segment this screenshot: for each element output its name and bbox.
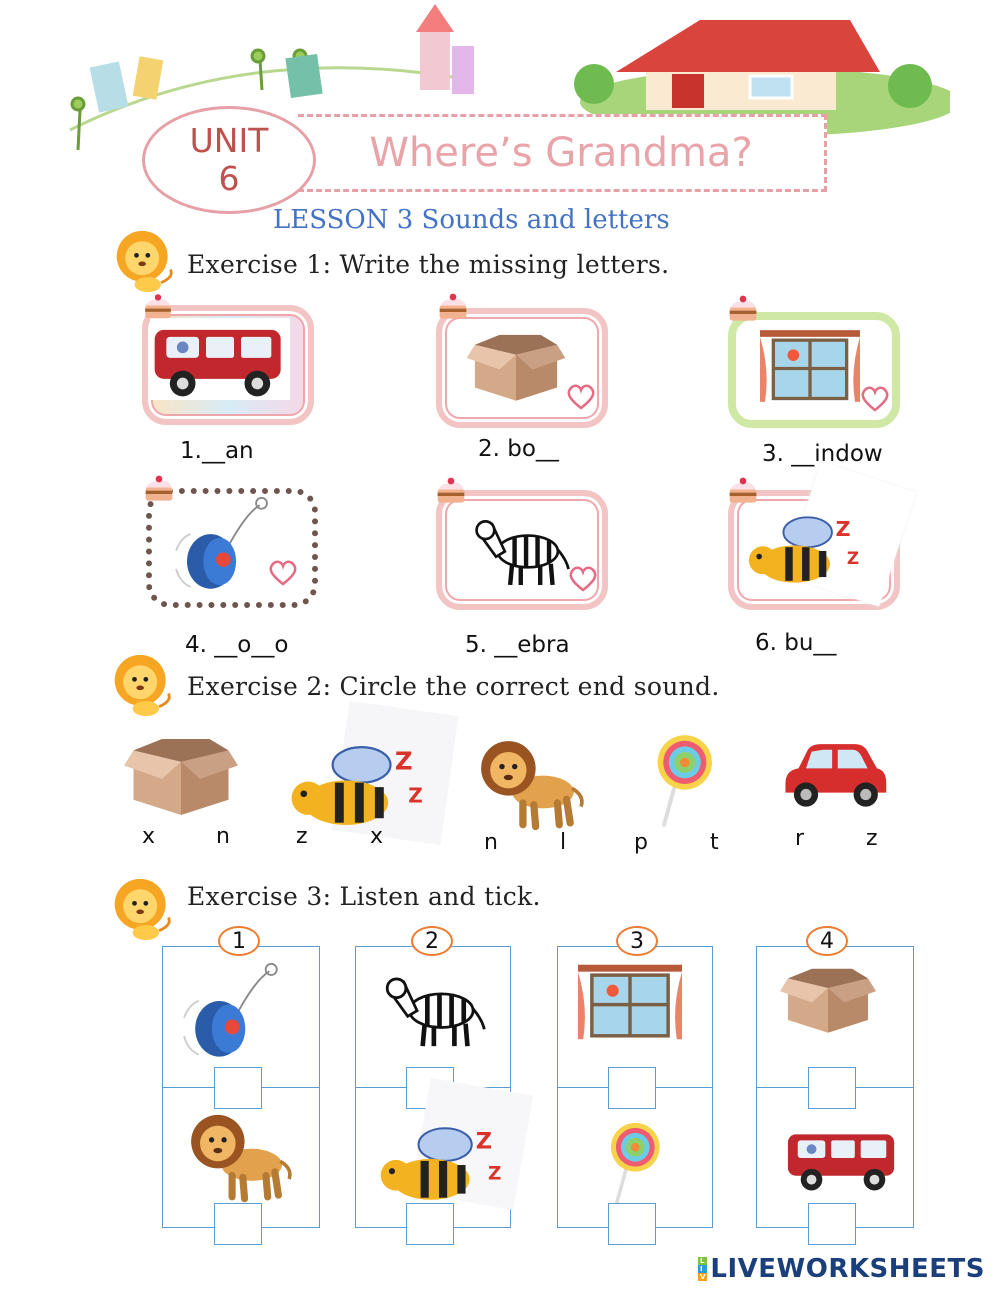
lion-icon — [110, 652, 176, 718]
window-icon — [760, 326, 860, 406]
exercise1-item-1: 1.__an — [180, 438, 254, 464]
ex2-option-z[interactable]: z — [866, 826, 878, 851]
zebra-icon — [376, 964, 488, 1048]
tick-box-3-bottom[interactable] — [608, 1203, 656, 1245]
lesson-heading: LESSON 3 Sounds and letters — [273, 205, 670, 235]
box-icon — [466, 330, 566, 404]
lion-icon — [112, 228, 178, 294]
bee-icon — [276, 736, 436, 836]
tick-box-3-top[interactable] — [608, 1067, 656, 1109]
window-icon — [578, 960, 682, 1044]
ex2-option-t[interactable]: t — [710, 830, 719, 855]
cake-icon — [142, 292, 174, 322]
ex2-option-x[interactable]: x — [142, 824, 156, 849]
exercise1-item-5: 5. __ebra — [465, 632, 570, 658]
ex3-number-1: 1 — [218, 926, 260, 956]
liveworksheets-logo — [698, 1254, 985, 1284]
lion-icon — [110, 876, 176, 942]
lollipop-icon — [576, 1120, 686, 1206]
ex3-number-2: 2 — [411, 926, 453, 956]
title-text: Where’s Grandma? — [369, 130, 753, 176]
exercise1-item-4: 4. __o__o — [185, 632, 289, 658]
ex3-number-4: 4 — [806, 926, 848, 956]
box-icon — [780, 964, 876, 1036]
exercise3-instruction: Exercise 3: Listen and tick. — [187, 882, 541, 911]
tick-box-4-top[interactable] — [808, 1067, 856, 1109]
heart-icon — [566, 384, 596, 410]
tick-box-1-bottom[interactable] — [214, 1203, 262, 1245]
van-icon — [784, 1124, 902, 1194]
bee-icon — [738, 508, 868, 592]
logo-text: LIVEWORKSHEETS — [710, 1254, 985, 1284]
tick-box-1-top[interactable] — [214, 1067, 262, 1109]
unit-number: 6 — [218, 159, 240, 198]
lion-icon — [470, 732, 594, 832]
tick-box-4-bottom[interactable] — [808, 1203, 856, 1245]
yoyo-icon — [172, 496, 282, 596]
yoyo-icon — [176, 962, 296, 1064]
cake-icon — [436, 292, 470, 322]
tick-box-2-bottom[interactable] — [406, 1203, 454, 1245]
van-icon — [150, 318, 290, 400]
ex2-option-n[interactable]: n — [216, 824, 230, 849]
page-title — [298, 114, 827, 192]
ex2-option-n[interactable]: n — [484, 830, 498, 855]
cake-icon — [726, 294, 760, 324]
car-icon — [778, 728, 890, 820]
heart-icon — [568, 566, 598, 592]
ex2-option-x[interactable]: x — [370, 824, 384, 849]
exercise1-item-3: 3. __indow — [762, 441, 883, 467]
logo-mark: L I V — [700, 1257, 706, 1281]
box-icon — [124, 732, 238, 820]
ex2-option-p[interactable]: p — [634, 830, 648, 855]
bee-icon — [370, 1118, 510, 1210]
unit-badge — [142, 106, 316, 214]
exercise1-instruction: Exercise 1: Write the missing letters. — [187, 250, 670, 279]
ex2-option-z[interactable]: z — [296, 824, 308, 849]
heart-icon — [268, 560, 298, 586]
exercise1-item-6: 6. bu__ — [755, 630, 837, 656]
ex2-option-l[interactable]: l — [560, 830, 567, 855]
exercise2-instruction: Exercise 2: Circle the correct end sound. — [187, 672, 720, 701]
lollipop-icon — [640, 722, 720, 838]
zebra-icon — [466, 506, 572, 588]
cake-icon — [142, 474, 176, 504]
cake-icon — [726, 476, 760, 506]
ex2-option-r[interactable]: r — [795, 826, 805, 851]
exercise1-item-2: 2. bo__ — [478, 436, 559, 462]
lion-icon — [178, 1106, 304, 1204]
heart-icon — [860, 386, 890, 412]
cake-icon — [434, 476, 468, 506]
ex3-number-3: 3 — [616, 926, 658, 956]
unit-label: UNIT — [189, 121, 269, 161]
